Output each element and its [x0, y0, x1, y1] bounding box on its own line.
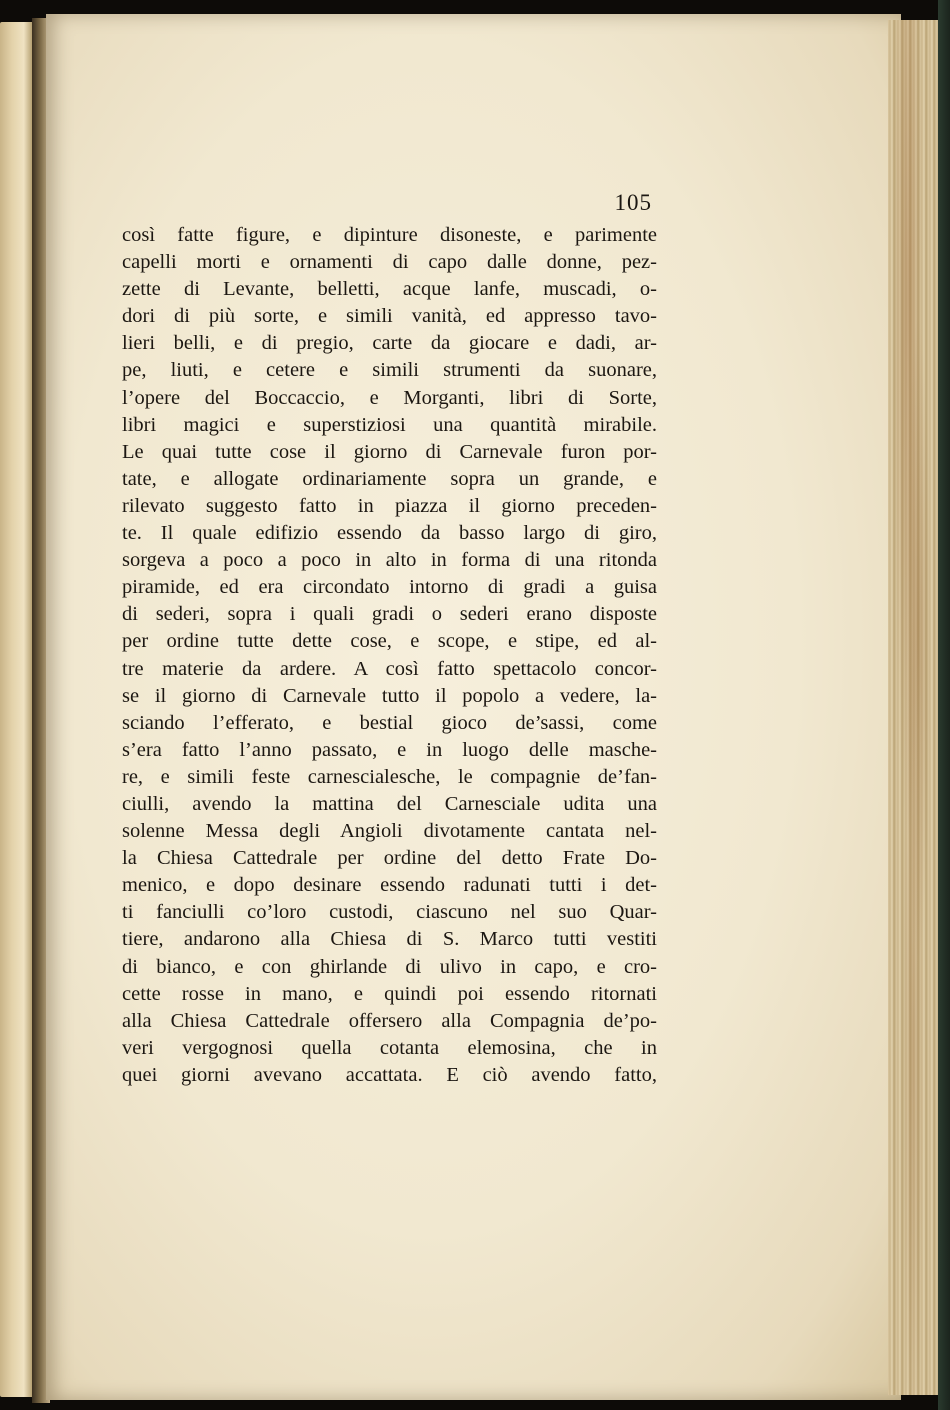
- text-line: tre materie da ardere. A così fatto spettacolo concor-: [122, 657, 657, 680]
- body-text: [122, 222, 657, 1089]
- text-line: l’opere del Boccaccio, e Morganti, libri di Sorte,: [122, 386, 657, 409]
- text-line: di sederi, sopra i quali gradi o sederi erano disposte: [122, 603, 657, 626]
- text-line: la Chiesa Cattedrale per ordine del detto Frate Do-: [122, 847, 657, 870]
- text-line: libri magici e superstiziosi una quantità mirabile.: [122, 413, 657, 436]
- text-line: tate, e allogate ordinariamente sopra un grande, e: [122, 467, 657, 490]
- text-line: capelli morti e ornamenti di capo dalle donne, pez-: [122, 251, 657, 274]
- book-cover-edge: [938, 0, 950, 1410]
- text-line: piramide, ed era circondato intorno di gradi a guisa: [122, 576, 657, 599]
- text-line: se il giorno di Carnevale tutto il popolo a vedere, la-: [122, 684, 657, 707]
- text-line: ciulli, avendo la mattina del Carnesciale udita una: [122, 792, 657, 815]
- text-line: così fatte figure, e dipinture disoneste, e parimente: [122, 224, 657, 246]
- foxing-stains: [888, 20, 938, 1395]
- text-line: rilevato suggesto fatto in piazza il giorno preceden-: [122, 494, 657, 517]
- text-line: menico, e dopo desinare essendo radunati tutti i det-: [122, 874, 657, 897]
- text-line: s’era fatto l’anno passato, e in luogo delle masche-: [122, 738, 657, 761]
- text-line: sorgeva a poco a poco in alto in forma di una ritonda: [122, 549, 657, 572]
- text-line: Le quai tutte cose il giorno di Carnevale furon por-: [122, 440, 657, 463]
- text-line: per ordine tutte dette cose, e scope, e stipe, ed al-: [122, 630, 657, 653]
- text-line: solenne Messa degli Angioli divotamente cantata nel-: [122, 820, 657, 843]
- page-number: 105: [614, 190, 652, 215]
- text-line: alla Chiesa Cattedrale offersero alla Compagnia de’po-: [122, 1009, 657, 1032]
- text-line: pe, liuti, e cetere e simili strumenti da suonare,: [122, 359, 657, 382]
- text-line: te. Il quale edifizio essendo da basso largo di giro,: [122, 522, 657, 545]
- text-line: veri vergognosi quella cotanta elemosina, che in: [122, 1036, 657, 1059]
- text-line: ti fanciulli co’loro custodi, ciascuno nel suo Quar-: [122, 901, 657, 924]
- text-line: zette di Levante, belletti, acque lanfe, muscadi, o-: [122, 278, 657, 301]
- text-line: tiere, andarono alla Chiesa di S. Marco tutti vestiti: [122, 928, 657, 951]
- text-line: cette rosse in mano, e quindi poi essendo ritornati: [122, 982, 657, 1005]
- text-line: sciando l’efferato, e bestial gioco de’sassi, come: [122, 711, 657, 734]
- text-line: re, e simili feste carnescialesche, le compagnie de’fan-: [122, 765, 657, 788]
- text-line: di bianco, e con ghirlande di ulivo in capo, e cro-: [122, 955, 657, 978]
- text-line: lieri belli, e di pregio, carte da giocare e dadi, ar-: [122, 332, 657, 355]
- text-line: quei giorni avevano accattata. E ciò avendo fatto,: [122, 1063, 657, 1086]
- previous-page-edge: [0, 22, 34, 1397]
- text-line: dori di più sorte, e simili vanità, ed appresso tavo-: [122, 305, 657, 328]
